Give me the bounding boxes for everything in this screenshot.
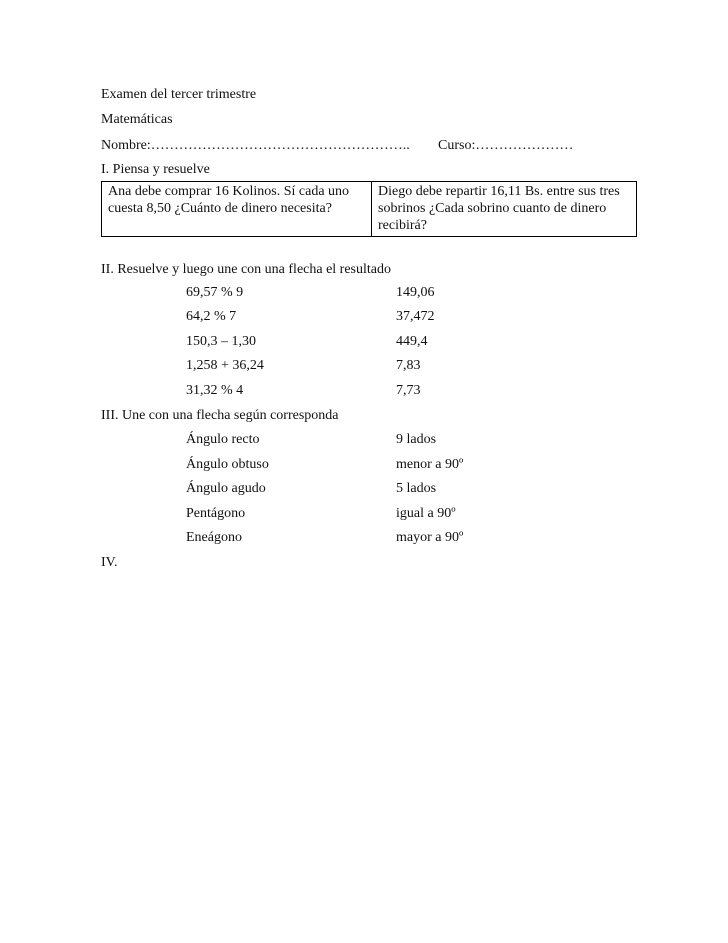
- concept: Pentágono: [186, 506, 246, 521]
- definition: 9 lados: [396, 432, 437, 447]
- name-course-row: [101, 137, 621, 155]
- section-2-heading: II. Resuelve y luego une con una flecha el resultado: [101, 262, 392, 277]
- match-row: [101, 505, 621, 523]
- match-row: [101, 529, 621, 547]
- problem-diego: Diego debe repartir 16,11 Bs. entre sus tres sobrinos ¿Cada sobrino cuanto de dinero recibirá?: [378, 184, 620, 233]
- concept: Ángulo obtuso: [186, 457, 269, 472]
- operation: 150,3 – 1,30: [186, 334, 256, 349]
- section-4-heading: IV.: [101, 555, 118, 570]
- result: 37,472: [396, 309, 435, 324]
- operation: 31,32 % 4: [186, 383, 244, 398]
- operation: 1,258 + 36,24: [186, 358, 264, 373]
- match-row: [101, 480, 621, 498]
- section-1-heading: I. Piensa y resuelve: [101, 162, 210, 177]
- subject-label: Matemáticas: [101, 112, 173, 127]
- concept: Ángulo recto: [186, 432, 260, 447]
- problem-ana: Ana debe comprar 16 Kolinos. Sí cada uno cuesta 8,50 ¿Cuánto de dinero necesita?: [102, 182, 372, 236]
- definition: 5 lados: [396, 481, 437, 496]
- result: 7,83: [396, 358, 421, 373]
- section-3-heading: III. Une con una flecha según corresponda: [101, 408, 339, 423]
- concept: Ángulo agudo: [186, 481, 266, 496]
- match-row: [101, 456, 621, 474]
- name-field-label: Nombre:………………………………………………..: [101, 138, 410, 153]
- operation: 69,57 % 9: [186, 285, 244, 300]
- concept: Eneágono: [186, 530, 242, 545]
- operation: 64,2 % 7: [186, 309, 237, 324]
- result: 149,06: [396, 285, 435, 300]
- problem-table: [101, 181, 637, 237]
- result: 7,73: [396, 383, 421, 398]
- operation-row: [101, 333, 621, 351]
- course-field-label: Curso:…………………: [438, 138, 574, 153]
- exam-title: Examen del tercer trimestre: [101, 87, 257, 102]
- operation-row: [101, 284, 621, 302]
- definition: menor a 90º: [396, 457, 464, 472]
- match-row: [101, 431, 621, 449]
- definition: mayor a 90º: [396, 530, 464, 545]
- operation-row: [101, 308, 621, 326]
- result: 449,4: [396, 334, 428, 349]
- operation-row: [101, 382, 621, 400]
- operation-row: [101, 357, 621, 375]
- definition: igual a 90º: [396, 506, 456, 521]
